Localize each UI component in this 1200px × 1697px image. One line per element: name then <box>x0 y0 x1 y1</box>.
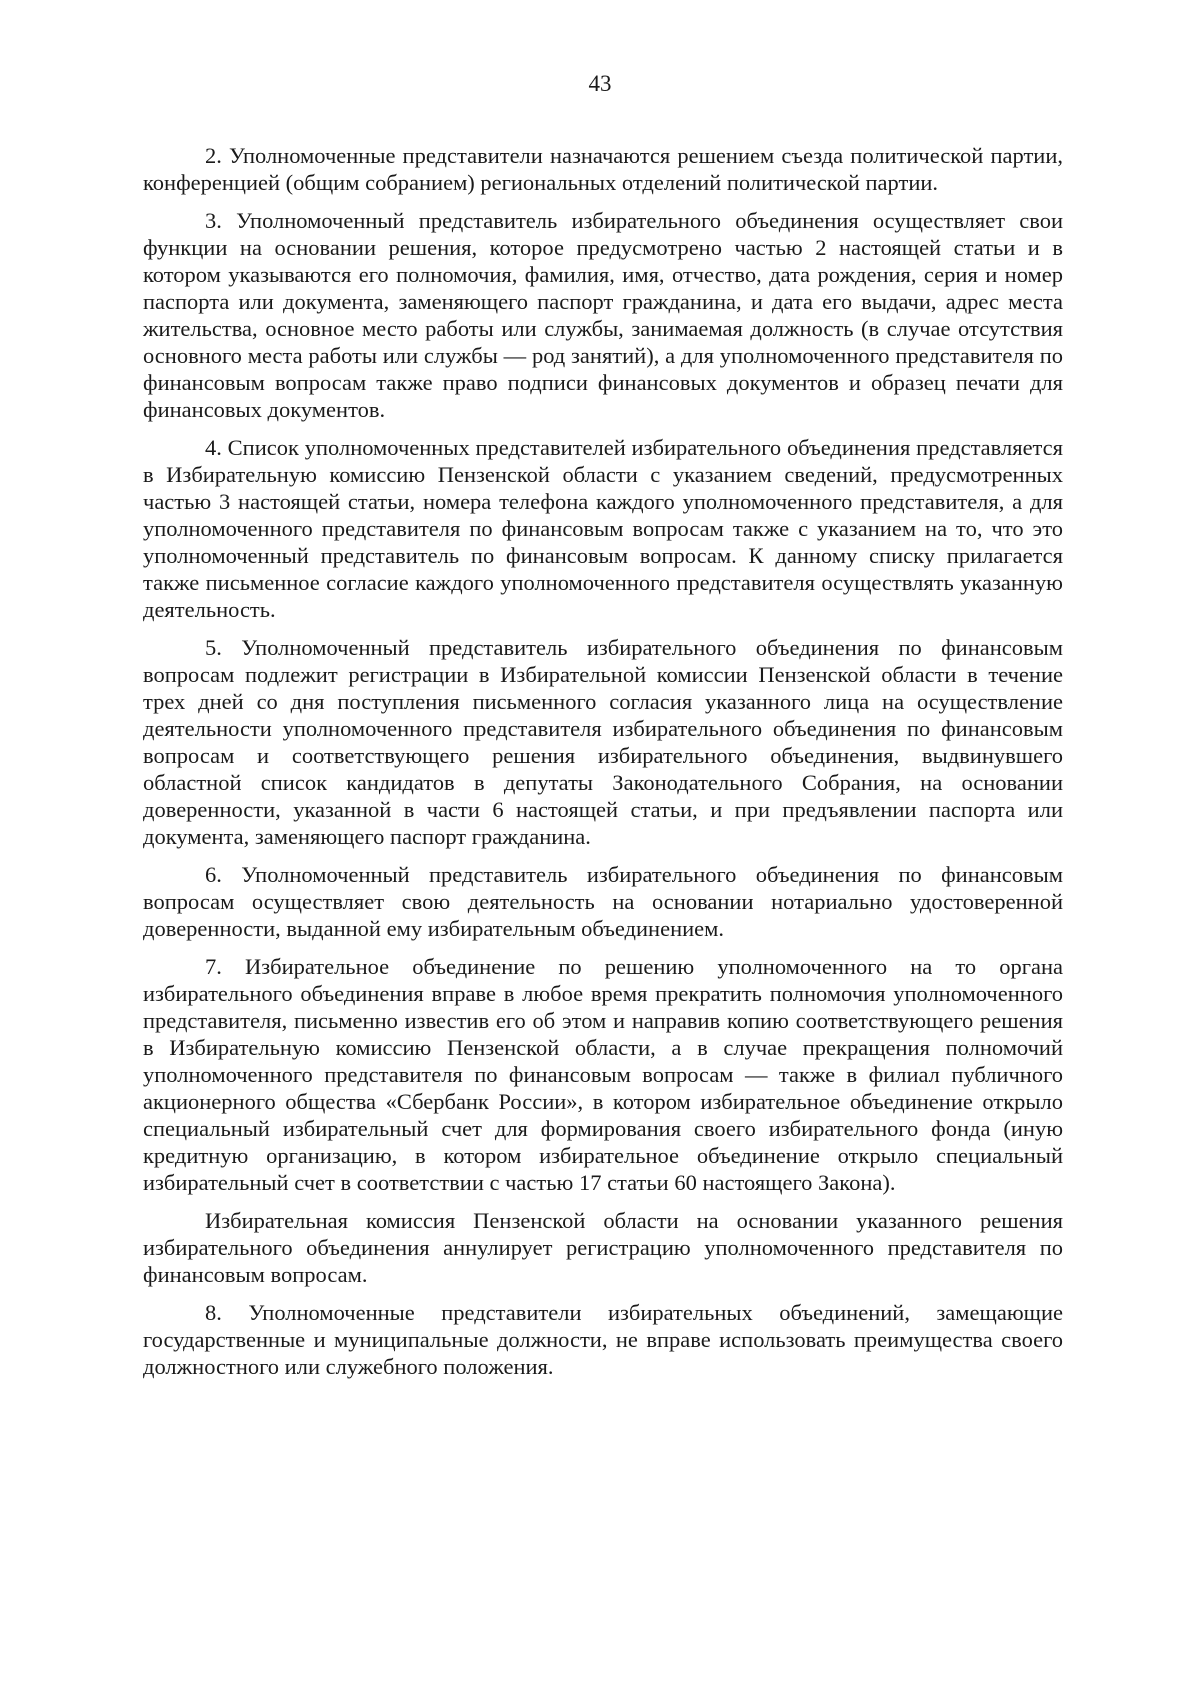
document-body <box>143 142 1063 1391</box>
paragraph-part-6: 6. Уполномоченный представитель избирательного объединения по финансовым вопросам осуществляет свою деятельность на основании нотариально удостоверенной доверенности, выданной ему избирательным объединением. <box>143 862 1063 941</box>
paragraph-part-2: 2. Уполномоченные представители назначаются решением съезда политической партии, конференцией (общим собранием) региональных отделений политической партии. <box>143 143 1063 195</box>
paragraph-part-3: 3. Уполномоченный представитель избирательного объединения осуществляет свои функции на основании решения, которое предусмотрено частью 2 настоящей статьи и в котором указываются его полномочия, фамилия, имя, отчество, дата рождения, серия и номер паспорта или документа, заменяющего паспорт гражданина, и дата его выдачи, адрес места жительства, основное место работы или службы, занимаемая должность (в случае отсутствия основного места работы или службы — род занятий), а для уполномоченного представителя по финансовым вопросам также право подписи финансовых документов и образец печати для финансовых документов. <box>143 208 1063 422</box>
paragraph-part-7: 7. Избирательное объединение по решению уполномоченного на то органа избирательного объединения вправе в любое время прекратить полномочия уполномоченного представителя, письменно известив его об этом и направив копию соответствующего решения в Избирательную комиссию Пензенской области, а в случае прекращения полномочий уполномоченного представителя по финансовым вопросам — также в филиал публичного акционерного общества «Сбербанк России», в котором избирательное объединение открыло специальный избирательный счет для формирования своего избирательного фонда (иную кредитную организацию, в котором избирательное объединение открыло специальный избирательный счет в соответствии с частью 17 статьи 60 настоящего Закона). <box>143 954 1063 1195</box>
page-number: 43 <box>588 71 612 96</box>
paragraph-part-8: 8. Уполномоченные представители избирательных объединений, замещающие государственные и муниципальные должности, не вправе использовать преимущества своего должностного или служебного положения. <box>143 1300 1063 1379</box>
paragraph-part-4: 4. Список уполномоченных представителей избирательного объединения представляется в Избирательную комиссию Пензенской области с указанием сведений, предусмотренных частью 3 настоящей статьи, номера телефона каждого уполномоченного представителя, а для уполномоченного представителя по финансовым вопросам также с указанием на то, что это уполномоченный представитель по финансовым вопросам. К данному списку прилагается также письменное согласие каждого уполномоченного представителя осуществлять указанную деятельность. <box>143 435 1063 622</box>
paragraph-part-7-continuation: Избирательная комиссия Пензенской области на основании указанного решения избирательного объединения аннулирует регистрацию уполномоченного представителя по финансовым вопросам. <box>143 1208 1063 1287</box>
paragraph-part-5: 5. Уполномоченный представитель избирательного объединения по финансовым вопросам подлежит регистрации в Избирательной комиссии Пензенской области в течение трех дней со дня поступления письменного согласия указанного лица на осуществление деятельности уполномоченного представителя избирательного объединения по финансовым вопросам и соответствующего решения избирательного объединения, выдвинувшего областной список кандидатов в депутаты Законодательного Собрания, на основании доверенности, указанной в части 6 настоящей статьи, и при предъявлении паспорта или документа, заменяющего паспорт гражданина. <box>143 635 1063 849</box>
